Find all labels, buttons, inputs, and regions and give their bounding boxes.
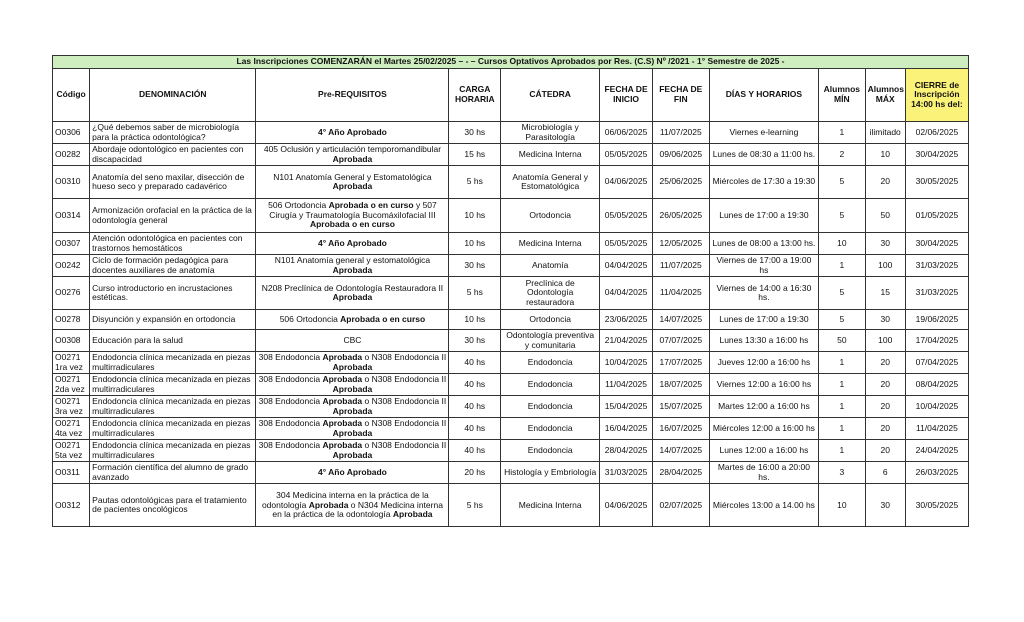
cell-carga-horaria: 30 hs bbox=[449, 255, 501, 277]
cell-code: O0276 bbox=[53, 277, 90, 310]
table-body bbox=[53, 122, 969, 527]
cell-code: O0271 1ra vez bbox=[53, 352, 90, 374]
cell-fecha-inicio: 04/04/2025 bbox=[600, 277, 653, 310]
cell-catedra: Histología y Embriología bbox=[501, 462, 600, 484]
cell-fecha-fin: 28/04/2025 bbox=[652, 462, 709, 484]
cell-fecha-inicio: 04/04/2025 bbox=[600, 255, 653, 277]
prereq-segment: 308 Endodoncia bbox=[258, 418, 323, 429]
header-alumnos-max: Alumnos MÁX bbox=[865, 69, 905, 122]
cell-dias-horarios: Miércoles 13:00 a 14.00 hs bbox=[709, 484, 818, 527]
cell-alumnos-min: 1 bbox=[819, 396, 865, 418]
cell-dias-horarios: Lunes de 17:00 a 19:30 bbox=[709, 310, 818, 330]
table-row bbox=[53, 462, 969, 484]
cell-dias-horarios: Lunes 12:00 a 16:00 hs bbox=[709, 440, 818, 462]
cell-denominacion: Curso introductorio en incrustaciones estéticas. bbox=[90, 277, 256, 310]
cell-code: O0271 4ta vez bbox=[53, 418, 90, 440]
cell-fecha-inicio: 05/05/2025 bbox=[600, 144, 653, 166]
table-row bbox=[53, 122, 969, 144]
cell-cierre: 30/05/2025 bbox=[905, 484, 968, 527]
prereq-segment: N101 Anatomía general y estomatológica bbox=[274, 255, 431, 266]
header-catedra: CÁTEDRA bbox=[501, 69, 600, 122]
cell-fecha-fin: 11/07/2025 bbox=[652, 122, 709, 144]
table-row bbox=[53, 199, 969, 233]
cell-carga-horaria: 20 hs bbox=[449, 462, 501, 484]
cell-catedra: Medicina Interna bbox=[501, 484, 600, 527]
cell-fecha-fin: 11/07/2025 bbox=[652, 255, 709, 277]
prereq-segment: Aprobada bbox=[332, 181, 373, 192]
table-row bbox=[53, 144, 969, 166]
prereq-segment: Aprobada bbox=[332, 405, 373, 416]
cell-dias-horarios: Lunes 13:30 a 16:00 hs bbox=[709, 330, 818, 352]
cell-dias-horarios: Miércoles de 17:30 a 19:30 bbox=[709, 166, 818, 199]
cell-code: O0310 bbox=[53, 166, 90, 199]
cell-cierre: 30/04/2025 bbox=[905, 233, 968, 255]
prereq-segment: N208 Preclínica de Odontología Restauradora II bbox=[261, 282, 444, 293]
cell-alumnos-min: 1 bbox=[819, 418, 865, 440]
cell-fecha-fin: 02/07/2025 bbox=[652, 484, 709, 527]
prereq-segment: N101 Anatomía General y Estomatológica bbox=[273, 171, 432, 182]
cell-alumnos-max: 20 bbox=[865, 418, 905, 440]
cell-alumnos-max: 20 bbox=[865, 166, 905, 199]
prereq-segment: 405 Oclusión y articulación temporomandibular bbox=[263, 144, 442, 155]
prereq-segment: 506 Ortodoncia bbox=[279, 313, 341, 324]
cell-fecha-fin: 15/07/2025 bbox=[652, 396, 709, 418]
cell-prerequisitos bbox=[256, 396, 449, 418]
cell-alumnos-min: 2 bbox=[819, 144, 865, 166]
header-row bbox=[53, 69, 969, 122]
cell-alumnos-max: ilimitado bbox=[865, 122, 905, 144]
cell-carga-horaria: 40 hs bbox=[449, 396, 501, 418]
cell-carga-horaria: 30 hs bbox=[449, 330, 501, 352]
cell-fecha-fin: 16/07/2025 bbox=[652, 418, 709, 440]
cell-alumnos-max: 30 bbox=[865, 310, 905, 330]
prereq-segment: 308 Endodoncia bbox=[258, 440, 323, 451]
cell-cierre: 30/04/2025 bbox=[905, 144, 968, 166]
cell-catedra: Ortodoncia bbox=[501, 310, 600, 330]
cell-alumnos-min: 1 bbox=[819, 352, 865, 374]
prereq-segment: y 507 Cirugía y Traumatología Bucomáxilofacial III bbox=[269, 200, 437, 220]
prereq-segment: Aprobada bbox=[322, 374, 363, 385]
cell-alumnos-min: 10 bbox=[819, 484, 865, 527]
prereq-segment: o N308 Endodoncia II bbox=[362, 418, 447, 429]
cell-code: O0314 bbox=[53, 199, 90, 233]
cell-catedra: Anatomía General y Estomatológica bbox=[501, 166, 600, 199]
prereq-segment: o N308 Endodoncia II bbox=[362, 352, 447, 363]
cell-catedra: Endodoncia bbox=[501, 440, 600, 462]
table-row bbox=[53, 418, 969, 440]
cell-code: O0311 bbox=[53, 462, 90, 484]
prereq-segment: Aprobada bbox=[322, 352, 363, 363]
cell-alumnos-max: 20 bbox=[865, 396, 905, 418]
cell-carga-horaria: 15 hs bbox=[449, 144, 501, 166]
cell-cierre: 26/03/2025 bbox=[905, 462, 968, 484]
cell-alumnos-min: 50 bbox=[819, 330, 865, 352]
cell-alumnos-max: 20 bbox=[865, 440, 905, 462]
cell-alumnos-min: 1 bbox=[819, 440, 865, 462]
cell-carga-horaria: 10 hs bbox=[449, 199, 501, 233]
cell-denominacion: ¿Qué debemos saber de microbiología para la práctica odontológica? bbox=[90, 122, 256, 144]
cell-fecha-inicio: 05/05/2025 bbox=[600, 199, 653, 233]
prereq-segment: Aprobada o en curso bbox=[328, 200, 414, 211]
prereq-segment: 308 Endodoncia bbox=[258, 374, 323, 385]
cell-carga-horaria: 5 hs bbox=[449, 166, 501, 199]
cell-fecha-inicio: 11/04/2025 bbox=[600, 374, 653, 396]
cell-carga-horaria: 5 hs bbox=[449, 277, 501, 310]
cell-fecha-inicio: 15/04/2025 bbox=[600, 396, 653, 418]
cell-alumnos-min: 1 bbox=[819, 374, 865, 396]
table-row bbox=[53, 374, 969, 396]
prereq-segment: 308 Endodoncia bbox=[258, 396, 323, 407]
cell-alumnos-max: 20 bbox=[865, 374, 905, 396]
cell-fecha-inicio: 28/04/2025 bbox=[600, 440, 653, 462]
cell-catedra: Ortodoncia bbox=[501, 199, 600, 233]
prereq-segment: 506 Ortodoncia bbox=[268, 200, 329, 211]
cell-prerequisitos bbox=[256, 166, 449, 199]
cell-fecha-fin: 12/05/2025 bbox=[652, 233, 709, 255]
cell-denominacion: Endodoncia clínica mecanizada en piezas multirradiculares bbox=[90, 440, 256, 462]
cell-prerequisitos bbox=[256, 122, 449, 144]
prereq-segment: 308 Endodoncia bbox=[258, 352, 323, 363]
cell-denominacion: Anatomía del seno maxilar, disección de hueso seco y preparado cadavérico bbox=[90, 166, 256, 199]
cell-denominacion: Ciclo de formación pedagógica para docentes auxiliares de anatomía bbox=[90, 255, 256, 277]
prereq-segment: Aprobada bbox=[392, 509, 433, 520]
prereq-segment: Aprobada bbox=[322, 396, 363, 407]
cell-denominacion: Abordaje odontológico en pacientes con discapacidad bbox=[90, 144, 256, 166]
cell-alumnos-max: 15 bbox=[865, 277, 905, 310]
table-row bbox=[53, 440, 969, 462]
cell-cierre: 31/03/2025 bbox=[905, 255, 968, 277]
prereq-segment: Aprobada bbox=[332, 427, 373, 438]
cell-dias-horarios: Viernes e-learning bbox=[709, 122, 818, 144]
cell-catedra: Medicina Interna bbox=[501, 233, 600, 255]
prereq-segment: o N308 Endodoncia II bbox=[362, 396, 447, 407]
cell-code: O0282 bbox=[53, 144, 90, 166]
header-codigo: Código bbox=[53, 69, 90, 122]
table-row bbox=[53, 396, 969, 418]
cell-alumnos-max: 100 bbox=[865, 255, 905, 277]
cell-prerequisitos bbox=[256, 462, 449, 484]
enrollment-banner: Las Inscripciones COMENZARÁN el Martes 25/02/2025 – - – Cursos Optativos Aprobados por Res. (C.S) Nº /2021 - 1° Semestre de 2025 - bbox=[53, 56, 969, 69]
cell-fecha-fin: 14/07/2025 bbox=[652, 310, 709, 330]
cell-denominacion: Endodoncia clínica mecanizada en piezas multirradiculares bbox=[90, 374, 256, 396]
cell-alumnos-max: 30 bbox=[865, 233, 905, 255]
cell-fecha-inicio: 23/06/2025 bbox=[600, 310, 653, 330]
cell-catedra: Endodoncia bbox=[501, 418, 600, 440]
cell-catedra: Endodoncia bbox=[501, 396, 600, 418]
cell-fecha-fin: 25/06/2025 bbox=[652, 166, 709, 199]
cell-code: O0271 5ta vez bbox=[53, 440, 90, 462]
cell-alumnos-min: 5 bbox=[819, 199, 865, 233]
cell-prerequisitos bbox=[256, 233, 449, 255]
cell-denominacion: Endodoncia clínica mecanizada en piezas multirradiculares bbox=[90, 352, 256, 374]
header-dias-horarios: DÍAS Y HORARIOS bbox=[709, 69, 818, 122]
cell-catedra: Odontología preventiva y comunitaria bbox=[501, 330, 600, 352]
prereq-segment: 4° Año Aprobado bbox=[318, 126, 387, 137]
cell-denominacion: Disyunción y expansión en ortodoncia bbox=[90, 310, 256, 330]
cell-catedra: Endodoncia bbox=[501, 352, 600, 374]
prereq-segment: Aprobada o en curso bbox=[340, 313, 426, 324]
cell-code: O0278 bbox=[53, 310, 90, 330]
cell-fecha-inicio: 16/04/2025 bbox=[600, 418, 653, 440]
header-prerequisitos: Pre-REQUISITOS bbox=[256, 69, 449, 122]
cell-carga-horaria: 40 hs bbox=[449, 418, 501, 440]
cell-dias-horarios: Viernes 12:00 a 16:00 hs bbox=[709, 374, 818, 396]
cell-alumnos-min: 10 bbox=[819, 233, 865, 255]
cell-fecha-inicio: 06/06/2025 bbox=[600, 122, 653, 144]
cell-fecha-inicio: 05/05/2025 bbox=[600, 233, 653, 255]
cell-alumnos-max: 30 bbox=[865, 484, 905, 527]
cell-dias-horarios: Martes 12:00 a 16:00 hs bbox=[709, 396, 818, 418]
prereq-segment: Aprobada bbox=[322, 440, 363, 451]
cell-denominacion: Endodoncia clínica mecanizada en piezas multirradiculares bbox=[90, 418, 256, 440]
cell-denominacion: Atención odontológica en pacientes con trastornos hemostáticos bbox=[90, 233, 256, 255]
prereq-segment: 304 Medicina interna en la práctica de la odontología bbox=[261, 490, 429, 510]
cell-dias-horarios: Lunes de 08:30 a 11:00 hs. bbox=[709, 144, 818, 166]
cell-prerequisitos bbox=[256, 440, 449, 462]
cell-cierre: 19/06/2025 bbox=[905, 310, 968, 330]
prereq-segment: Aprobada bbox=[332, 449, 373, 460]
cell-prerequisitos bbox=[256, 352, 449, 374]
cell-dias-horarios: Lunes de 17:00 a 19:30 bbox=[709, 199, 818, 233]
cell-prerequisitos bbox=[256, 418, 449, 440]
table-row bbox=[53, 233, 969, 255]
cell-fecha-fin: 14/07/2025 bbox=[652, 440, 709, 462]
cell-prerequisitos bbox=[256, 277, 449, 310]
table-row bbox=[53, 255, 969, 277]
cell-code: O0271 2da vez bbox=[53, 374, 90, 396]
cell-denominacion: Educación para la salud bbox=[90, 330, 256, 352]
prereq-segment: Aprobada bbox=[332, 361, 373, 372]
cell-alumnos-min: 5 bbox=[819, 277, 865, 310]
cell-prerequisitos bbox=[256, 484, 449, 527]
cell-alumnos-min: 1 bbox=[819, 122, 865, 144]
cell-fecha-fin: 18/07/2025 bbox=[652, 374, 709, 396]
cell-cierre: 17/04/2025 bbox=[905, 330, 968, 352]
cell-carga-horaria: 5 hs bbox=[449, 484, 501, 527]
cell-cierre: 02/06/2025 bbox=[905, 122, 968, 144]
cell-cierre: 08/04/2025 bbox=[905, 374, 968, 396]
cell-catedra: Anatomía bbox=[501, 255, 600, 277]
prereq-segment: o N308 Endodoncia II bbox=[362, 374, 447, 385]
table-row bbox=[53, 277, 969, 310]
cell-fecha-inicio: 31/03/2025 bbox=[600, 462, 653, 484]
prereq-segment: CBC bbox=[343, 334, 362, 345]
cell-prerequisitos bbox=[256, 330, 449, 352]
prereq-segment: Aprobada bbox=[332, 153, 373, 164]
prereq-segment: Aprobada bbox=[332, 264, 373, 275]
cell-fecha-fin: 07/07/2025 bbox=[652, 330, 709, 352]
cell-cierre: 10/04/2025 bbox=[905, 396, 968, 418]
cell-prerequisitos bbox=[256, 199, 449, 233]
cell-alumnos-max: 20 bbox=[865, 352, 905, 374]
table-row bbox=[53, 166, 969, 199]
cell-prerequisitos bbox=[256, 144, 449, 166]
cell-catedra: Medicina Interna bbox=[501, 144, 600, 166]
cell-dias-horarios: Miércoles 12:00 a 16:00 hs bbox=[709, 418, 818, 440]
cell-cierre: 07/04/2025 bbox=[905, 352, 968, 374]
prereq-segment: Aprobada bbox=[308, 499, 349, 510]
cell-code: O0242 bbox=[53, 255, 90, 277]
cell-fecha-inicio: 21/04/2025 bbox=[600, 330, 653, 352]
cell-alumnos-max: 50 bbox=[865, 199, 905, 233]
cell-alumnos-max: 100 bbox=[865, 330, 905, 352]
prereq-segment: Aprobada bbox=[332, 383, 373, 394]
cell-code: O0271 3ra vez bbox=[53, 396, 90, 418]
cell-catedra: Microbiología y Parasitología bbox=[501, 122, 600, 144]
cell-cierre: 01/05/2025 bbox=[905, 199, 968, 233]
cell-code: O0307 bbox=[53, 233, 90, 255]
header-fecha-inicio: FECHA DE INICIO bbox=[600, 69, 653, 122]
cell-fecha-fin: 17/07/2025 bbox=[652, 352, 709, 374]
header-fecha-fin: FECHA DE FIN bbox=[652, 69, 709, 122]
cell-fecha-fin: 11/04/2025 bbox=[652, 277, 709, 310]
cell-code: O0308 bbox=[53, 330, 90, 352]
cell-alumnos-min: 5 bbox=[819, 166, 865, 199]
cell-alumnos-min: 3 bbox=[819, 462, 865, 484]
table-row bbox=[53, 352, 969, 374]
cell-code: O0306 bbox=[53, 122, 90, 144]
prereq-segment: 4° Año Aprobado bbox=[318, 467, 387, 478]
header-cierre-inscripcion: CIERRE de Inscripción 14:00 hs del: bbox=[905, 69, 968, 122]
cell-catedra: Endodoncia bbox=[501, 374, 600, 396]
courses-table bbox=[52, 55, 969, 527]
cell-denominacion: Armonización orofacial en la práctica de la odontología general bbox=[90, 199, 256, 233]
cell-carga-horaria: 30 hs bbox=[449, 122, 501, 144]
cell-code: O0312 bbox=[53, 484, 90, 527]
table-row bbox=[53, 484, 969, 527]
cell-alumnos-min: 1 bbox=[819, 255, 865, 277]
prereq-segment: Aprobada bbox=[322, 418, 363, 429]
prereq-segment: 4° Año Aprobado bbox=[318, 237, 387, 248]
cell-fecha-fin: 26/05/2025 bbox=[652, 199, 709, 233]
table-row bbox=[53, 310, 969, 330]
prereq-segment: o N304 Medicina interna en la práctica de la odontología bbox=[272, 499, 443, 520]
cell-dias-horarios: Lunes de 08:00 a 13:00 hs. bbox=[709, 233, 818, 255]
cell-carga-horaria: 40 hs bbox=[449, 374, 501, 396]
header-alumnos-min: Alumnos MÍN bbox=[819, 69, 865, 122]
cell-carga-horaria: 10 hs bbox=[449, 310, 501, 330]
cell-cierre: 30/05/2025 bbox=[905, 166, 968, 199]
table-row bbox=[53, 330, 969, 352]
cell-fecha-inicio: 04/06/2025 bbox=[600, 166, 653, 199]
cell-fecha-inicio: 04/06/2025 bbox=[600, 484, 653, 527]
cell-dias-horarios: Martes de 16:00 a 20:00 hs. bbox=[709, 462, 818, 484]
cell-prerequisitos bbox=[256, 374, 449, 396]
cell-dias-horarios: Jueves 12:00 a 16:00 hs bbox=[709, 352, 818, 374]
cell-cierre: 11/04/2025 bbox=[905, 418, 968, 440]
prereq-segment: Aprobada o en curso bbox=[309, 219, 395, 230]
cell-dias-horarios: Viernes de 17:00 a 19:00 hs bbox=[709, 255, 818, 277]
cell-denominacion: Pautas odontológicas para el tratamiento de pacientes oncológicos bbox=[90, 484, 256, 527]
cell-fecha-fin: 09/06/2025 bbox=[652, 144, 709, 166]
cell-carga-horaria: 10 hs bbox=[449, 233, 501, 255]
header-denominacion: DENOMINACIÓN bbox=[90, 69, 256, 122]
cell-prerequisitos bbox=[256, 310, 449, 330]
cell-catedra: Preclínica de Odontología restauradora bbox=[501, 277, 600, 310]
cell-alumnos-max: 10 bbox=[865, 144, 905, 166]
cell-carga-horaria: 40 hs bbox=[449, 440, 501, 462]
cell-cierre: 31/03/2025 bbox=[905, 277, 968, 310]
prereq-segment: o N308 Endodoncia II bbox=[362, 440, 447, 451]
prereq-segment: Aprobada bbox=[332, 292, 373, 303]
cell-denominacion: Endodoncia clínica mecanizada en piezas multirradiculares bbox=[90, 396, 256, 418]
cell-fecha-inicio: 10/04/2025 bbox=[600, 352, 653, 374]
cell-alumnos-max: 6 bbox=[865, 462, 905, 484]
cell-carga-horaria: 40 hs bbox=[449, 352, 501, 374]
header-carga-horaria: CARGA HORARIA bbox=[449, 69, 501, 122]
cell-denominacion: Formación científica del alumno de grado avanzado bbox=[90, 462, 256, 484]
cell-prerequisitos bbox=[256, 255, 449, 277]
cell-cierre: 24/04/2025 bbox=[905, 440, 968, 462]
cell-dias-horarios: Viernes de 14:00 a 16:30 hs. bbox=[709, 277, 818, 310]
cell-alumnos-min: 5 bbox=[819, 310, 865, 330]
